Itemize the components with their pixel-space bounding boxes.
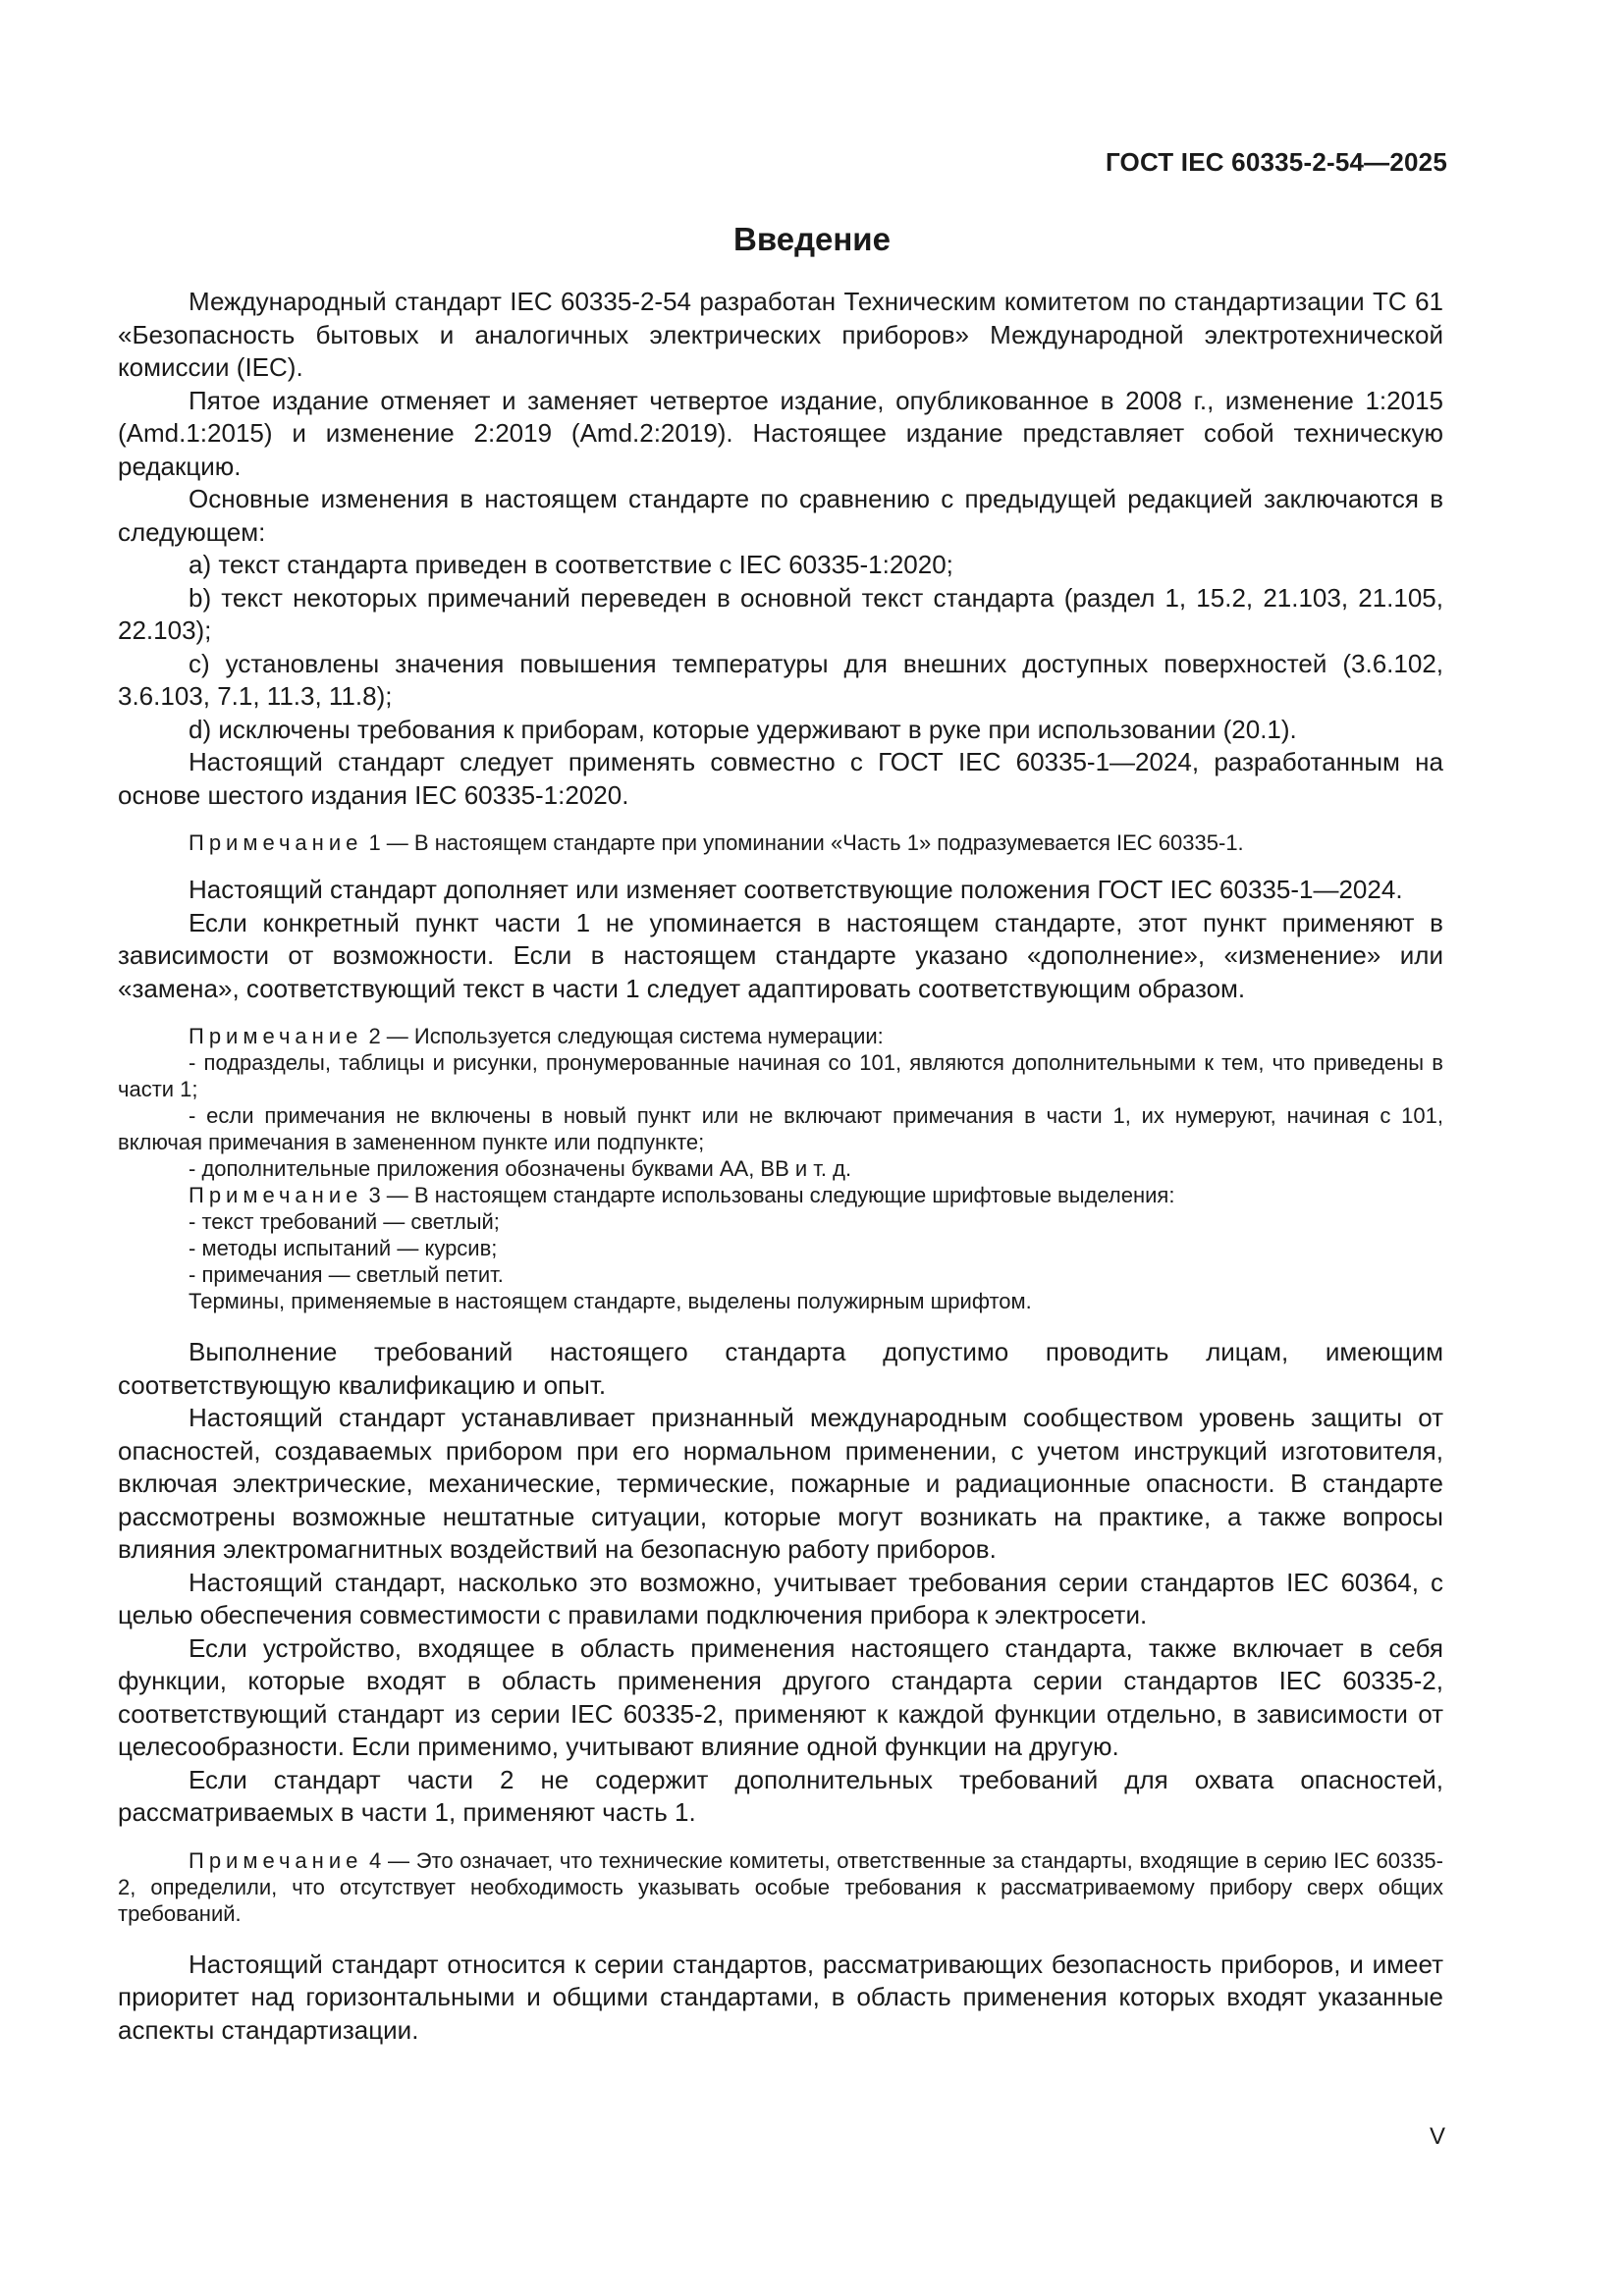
paragraph: Выполнение требований настоящего стандарта допустимо проводить лицам, имеющим соответствующую квалификацию и опыт. [118,1337,1443,1400]
note-item: - примечания — светлый петит. [189,1262,504,1287]
document-code-header: ГОСТ IEC 60335-2-54—2025 [1105,147,1447,177]
note-label: Примечание [189,1847,363,1873]
note-text: 4 — Это означает, что технические комитеты, ответственные за стандарты, входящие в серию IEC 60335-2, определили, что отсутствует необходимость указывать особые требования к рассматриваемому прибору сверх общих требований. [118,1847,1443,1926]
list-item: d) исключены требования к приборам, которые удерживают в руке при использовании (20.1). [189,714,1297,744]
list-item: b) текст некоторых примечаний переведен в основной текст стандарта (раздел 1, 15.2, 21.103, 21.105, 22.103); [118,582,1443,645]
paragraph: Настоящий стандарт, насколько это возможно, учитывает требования серии стандартов IEC 60364, с целью обеспечения совместимости с правилами подключения прибора к электросети. [118,1567,1443,1629]
section-title: Введение [733,221,891,257]
paragraph: Настоящий стандарт следует применять совместно с ГОСТ IEC 60335-1—2024, разработанным на основе шестого издания IEC 60335-1:2020. [118,747,1443,810]
note-label: Примечание [189,1024,363,1048]
note-text: 3 — В настоящем стандарте использованы следующие шрифтовые выделения: [362,1183,1175,1207]
list-item: a) текст стандарта приведен в соответствие с IEC 60335-1:2020; [189,550,953,579]
note-text: 1 — В настоящем стандарте при упоминании «Часть 1» подразумевается IEC 60335-1. [362,830,1244,855]
note-item: Термины, применяемые в настоящем стандарте, выделены полужирным шрифтом. [189,1289,1032,1313]
document-body [118,286,1443,2047]
paragraph: Если конкретный пункт части 1 не упоминается в настоящем стандарте, этот пункт применяют в зависимости от возможности. Если в настоящем стандарте указано «дополнение», «изменение» или «замена», соответствующий текст в части 1 следует адаптировать соответствующим образом. [118,907,1443,1003]
note-item: - методы испытаний — курсив; [189,1236,498,1260]
paragraph: Если стандарт части 2 не содержит дополнительных требований для охвата опасностей, рассматриваемых в части 1, применяют часть 1. [118,1764,1443,1827]
note-3 [118,1182,1443,1314]
paragraph: Настоящий стандарт относится к серии стандартов, рассматривающих безопасность приборов, и имеет приоритет над горизонтальными и общими стандартами, в область применения которых входят указанные аспекты стандартизации. [118,1949,1443,2045]
note-item: - если примечания не включены в новый пункт или не включают примечания в части 1, их нумеруют, начиная с 101, включая примечания в замененном пункте или подпункте; [118,1103,1443,1154]
note-item: - дополнительные приложения обозначены буквами AA, BB и т. д. [189,1156,852,1181]
paragraph: Настоящий стандарт устанавливает признанный международным сообществом уровень защиты от опасностей, создаваемых прибором при его нормальном применении, с учетом инструкций изготовителя, включая электрические, механические, термические, пожарные и радиационные опасности. В стандарте рассмотрены возможные нештатные ситуации, которые могут возникать на практике, а также вопросы влияния электромагнитных воздействий на безопасную работу приборов. [118,1403,1443,1564]
paragraph: Если устройство, входящее в область применения настоящего стандарта, также включает в себя функции, которые входят в область применения другого стандарта серии стандартов IEC 60335-2, соответствующий стандарт из серии IEC 60335-2, применяют к каждой функции отдельно, в зависимости от целесообразности. Если применимо, учитывают влияние одной функции на другую. [118,1632,1443,1761]
paragraph: Пятое издание отменяет и заменяет четвертое издание, опубликованное в 2008 г., изменение 1:2015 (Amd.1:2015) и изменение 2:2019 (Amd.2:2019). Настоящее издание представляет собой техническую редакцию. [118,385,1443,481]
note-4 [118,1847,1443,1927]
paragraph: Основные изменения в настоящем стандарте по сравнению с предыдущей редакцией заключаются в следующем: [118,484,1443,547]
note-label: Примечание [189,830,363,855]
paragraph: Международный стандарт IEC 60335-2-54 разработан Техническим комитетом по стандартизации ТС 61 «Безопасность бытовых и аналогичных электрических приборов» Международной электротехнической комиссии (IEC). [118,287,1443,382]
note-item: - подразделы, таблицы и рисунки, пронумерованные начиная со 101, являются дополнительными к тем, что приведены в части 1; [118,1050,1443,1101]
note-2 [118,1023,1443,1182]
page-number: V [1429,2123,1445,2150]
paragraph: Настоящий стандарт дополняет или изменяет соответствующие положения ГОСТ IEC 60335-1—2024. [189,875,1403,904]
list-item: c) установлены значения повышения температуры для внешних доступных поверхностей (3.6.102, 3.6.103, 7.1, 11.3, 11.8); [118,648,1443,711]
note-label: Примечание [189,1183,363,1207]
note-1 [118,829,1443,856]
note-item: - текст требований — светлый; [189,1209,500,1234]
note-text: 2 — Используется следующая система нумерации: [362,1024,884,1048]
